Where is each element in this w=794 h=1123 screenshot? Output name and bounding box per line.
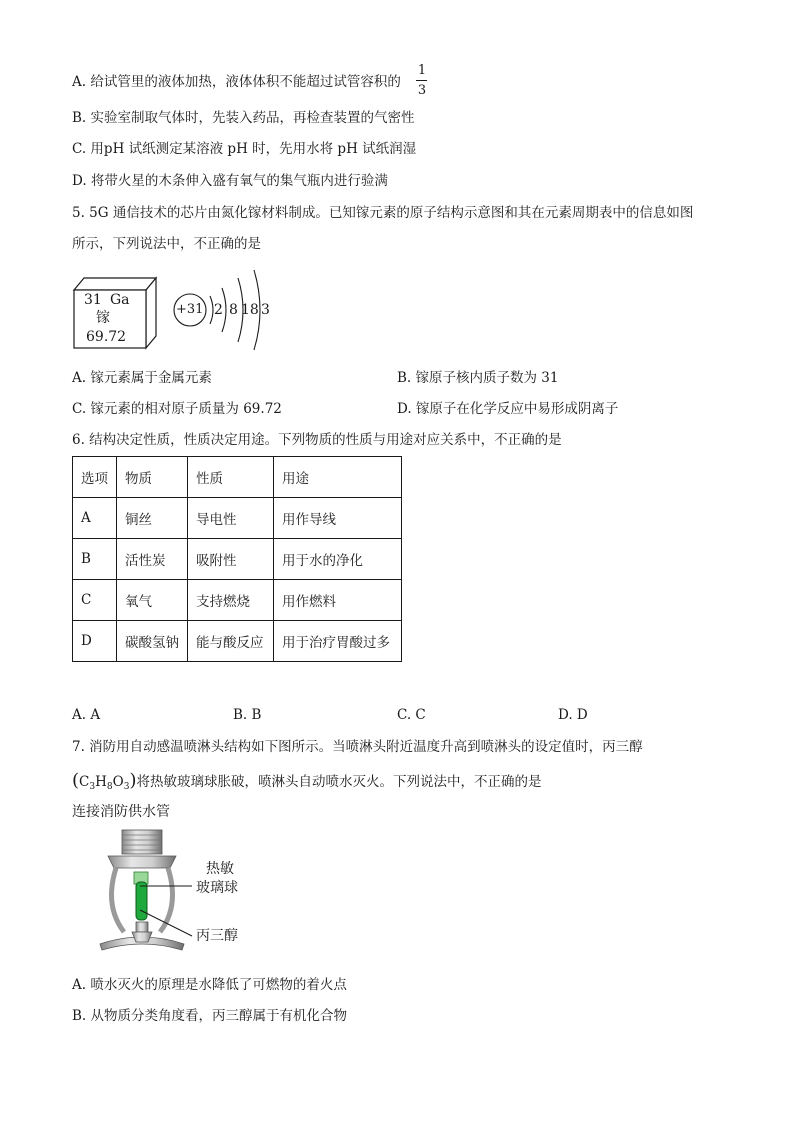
table-cell: 导电性 — [188, 498, 274, 539]
q4-option-b: B. 实验室制取气体时，先装入药品，再检查装置的气密性 — [72, 110, 415, 126]
q5-stem-line2: 所示，下列说法中，不正确的是 — [72, 236, 261, 252]
q4-frac-bar — [416, 80, 427, 81]
leader-line-liquid — [140, 910, 192, 936]
q7-stem-line2: $(C_3H_8O_3)$将热敏玻璃球胀破，喷淋头自动喷水灭火。下列说法中，不正确的是 — [72, 770, 542, 792]
table-cell: A — [73, 498, 117, 539]
table-cell: 吸附性 — [188, 539, 274, 580]
q7-option-b: B. 从物质分类角度看，丙三醇属于有机化合物 — [72, 1008, 348, 1024]
header-cell: 选项 — [73, 457, 117, 498]
table-cell: 碳酸氢钠 — [117, 621, 188, 662]
shell-electrons-4: 3 — [261, 302, 270, 318]
shell-electrons-3: 18 — [241, 302, 259, 318]
q4-frac-denominator: 3 — [417, 83, 427, 98]
q4-frac-numerator: 1 — [417, 63, 427, 78]
table-cell: B — [73, 539, 117, 580]
q6-answer-d: D. D — [558, 707, 588, 723]
q4-option-c: C. 用pH 试纸测定某溶液 pH 时，先用水将 pH 试纸润湿 — [72, 141, 417, 157]
shell-electrons-2: 8 — [229, 302, 238, 318]
nucleus-charge: +31 — [176, 302, 204, 317]
q6-answer-c: C. C — [397, 707, 426, 723]
fig-label-liquid: 丙三醇 — [196, 928, 238, 944]
table-cell: 支持燃烧 — [188, 580, 274, 621]
q6-answer-b: B. B — [233, 707, 262, 723]
q4-option-a: A. 给试管里的液体加热，液体体积不能超过试管容积的 — [72, 74, 401, 90]
element-number: 31 — [84, 292, 102, 308]
table-cell: C — [73, 580, 117, 621]
table-row — [73, 539, 402, 580]
table-row — [73, 580, 402, 621]
fig-label-glass-1: 热敏 — [206, 861, 234, 877]
table-cell: 能与酸反应 — [188, 621, 274, 662]
header-cell: 用途 — [274, 457, 402, 498]
header-cell: 物质 — [117, 457, 188, 498]
table-header-row — [73, 457, 402, 498]
table-cell: 铜丝 — [117, 498, 188, 539]
electron-shell-1 — [210, 296, 213, 324]
table-cell: 用作燃料 — [274, 580, 402, 621]
q7-stem-line1: 7. 消防用自动感温喷淋头结构如下图所示。当喷淋头附近温度升高到喷淋头的设定值时，丙三醇 — [72, 739, 643, 755]
table-cell: 用作导线 — [274, 498, 402, 539]
element-mass: 69.72 — [86, 329, 127, 345]
q5-option-b: B. 镓原子核内质子数为 31 — [397, 370, 559, 386]
table-cell: 用于水的净化 — [274, 539, 402, 580]
table-row — [73, 621, 402, 662]
formula-open-paren: ( — [72, 770, 80, 791]
formula-close-paren: ) — [129, 770, 137, 791]
shell-electrons-1: 2 — [214, 302, 223, 318]
q5-stem-line1: 5. 5G 通信技术的芯片由氮化镓材料制成。已知镓元素的原子结构示意图和其在元素周期表中的信息如图 — [72, 205, 694, 221]
element-symbol: Ga — [110, 292, 130, 308]
table-cell: 用于治疗胃酸过多 — [274, 621, 402, 662]
q6-answer-a: A. A — [72, 707, 101, 723]
table-row — [73, 498, 402, 539]
element-name: 镓 — [96, 310, 110, 326]
q6-table — [72, 456, 402, 662]
q6-stem: 6. 结构决定性质，性质决定用途。下列物质的性质与用途对应关系中，不正确的是 — [72, 432, 562, 448]
table-cell: 氧气 — [117, 580, 188, 621]
q5-option-a: A. 镓元素属于金属元素 — [72, 370, 212, 386]
header-cell: 性质 — [188, 457, 274, 498]
fig-label-water-pipe: 连接消防供水管 — [72, 804, 170, 820]
q5-option-d: D. 镓原子在化学反应中易形成阴离子 — [397, 401, 619, 417]
table-cell: D — [73, 621, 117, 662]
table-cell: 活性炭 — [117, 539, 188, 580]
q7-option-a: A. 喷水灭火的原理是水降低了可燃物的着火点 — [72, 977, 347, 993]
q4-option-d: D. 将带火星的木条伸入盛有氧气的集气瓶内进行验满 — [72, 173, 388, 189]
fig-label-glass-2: 玻璃球 — [196, 880, 238, 896]
q5-option-c: C. 镓元素的相对原子质量为 69.72 — [72, 401, 282, 417]
